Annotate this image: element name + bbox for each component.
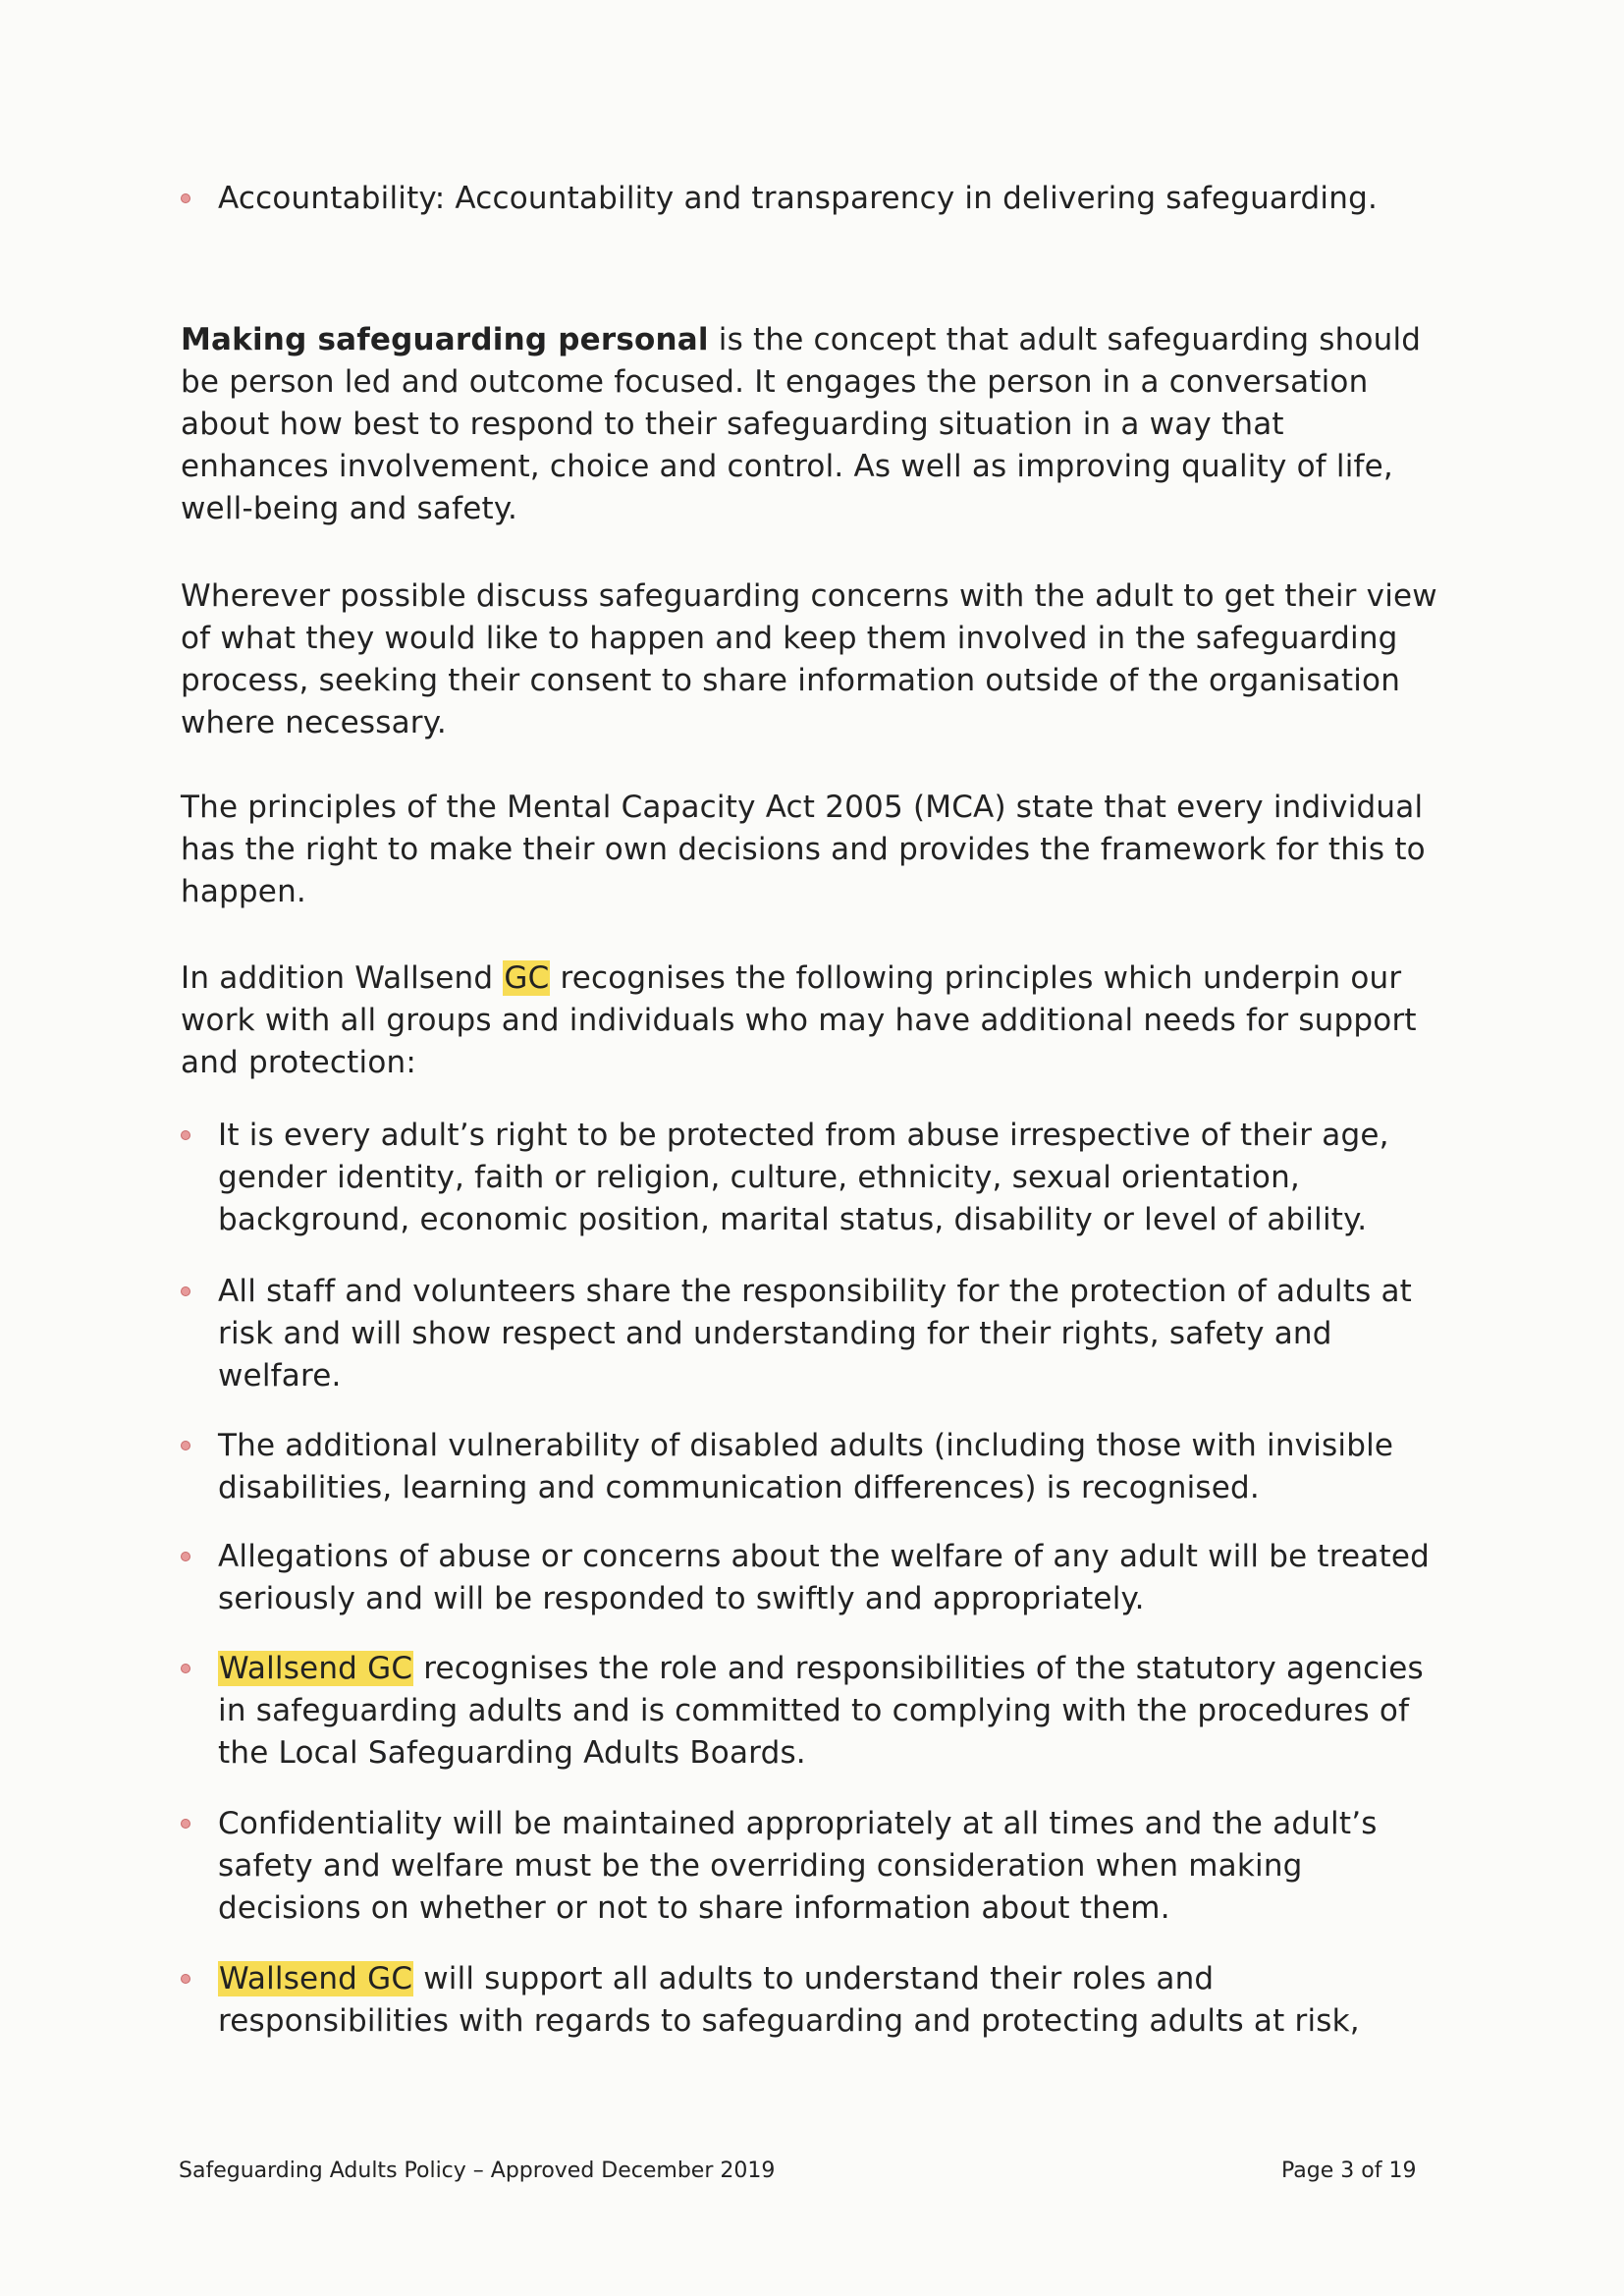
text-span: recognises the role and responsibilities of the statutory agencies — [413, 1651, 1424, 1686]
bullet-item — [181, 1648, 1437, 1775]
highlighted-text: Wallsend GC — [219, 1651, 413, 1686]
text-line: Allegations of abuse or concerns about the welfare of any adult will be treated — [218, 1539, 1431, 1574]
bullet-text — [218, 1271, 1437, 1397]
footer-page-number: Page 3 of 19 — [1281, 2159, 1417, 2183]
text-line: responsibilities with regards to safeguarding and protecting adults at risk, — [218, 2003, 1360, 2039]
bullet-item — [181, 1425, 1437, 1509]
text-line: background, economic position, marital status, disability or level of ability. — [218, 1202, 1368, 1237]
bullet-text — [218, 1536, 1437, 1620]
paragraph-in-addition — [181, 957, 1437, 1084]
highlighted-text: Wallsend GC — [219, 1961, 413, 1996]
bullet-dot-icon — [181, 1664, 190, 1673]
text-line: where necessary. — [181, 705, 447, 740]
bullet-text — [218, 1425, 1437, 1509]
bullet-text — [218, 1115, 1437, 1241]
bullet-dot-icon — [181, 1819, 190, 1829]
bullet-text — [218, 1648, 1437, 1775]
text-line: is the concept that adult safeguarding should — [708, 322, 1422, 357]
text-line: enhances involvement, choice and control. As well as improving quality of life, — [181, 449, 1393, 484]
bullet-item — [181, 1271, 1437, 1397]
text-line: It is every adult’s right to be protected from abuse irrespective of their age, — [218, 1118, 1389, 1153]
text-line: The additional vulnerability of disabled adults (including those with invisible — [218, 1428, 1394, 1463]
paragraph-wherever-possible — [181, 575, 1437, 744]
text-line: happen. — [181, 874, 306, 909]
bullet-dot-icon — [181, 1286, 190, 1296]
text-line: well-being and safety. — [181, 491, 518, 526]
bullet-item — [181, 1803, 1437, 1930]
text-line: decisions on whether or not to share information about them. — [218, 1890, 1170, 1926]
text-line: in safeguarding adults and is committed to complying with the procedures of — [218, 1693, 1410, 1728]
text-span: will support all adults to understand their roles and — [413, 1961, 1215, 1996]
highlighted-text: GC — [504, 960, 550, 996]
text-line: Wherever possible discuss safeguarding concerns with the adult to get their view — [181, 578, 1437, 614]
bullet-dot-icon — [181, 1552, 190, 1561]
text-line: and protection: — [181, 1045, 416, 1080]
bullet-item — [181, 1115, 1437, 1241]
bullet-item — [181, 1536, 1437, 1620]
text-line: risk and will show respect and understanding for their rights, safety and — [218, 1316, 1332, 1351]
text-line: Confidentiality will be maintained appropriately at all times and the adult’s — [218, 1806, 1378, 1841]
text-line: gender identity, faith or religion, culture, ethnicity, sexual orientation, — [218, 1160, 1300, 1195]
bullet-item — [181, 1958, 1437, 2043]
bullet-dot-icon — [181, 1441, 190, 1450]
text-line: of what they would like to happen and keep them involved in the safeguarding — [181, 621, 1398, 656]
text-span: recognises the following principles which underpin our — [550, 960, 1402, 996]
text-line: The principles of the Mental Capacity Act 2005 (MCA) state that every individual — [181, 790, 1424, 825]
text-line: about how best to respond to their safeguarding situation in a way that — [181, 407, 1284, 442]
footer-left: Safeguarding Adults Policy – Approved December 2019 — [179, 2159, 776, 2183]
bullet-dot-icon — [181, 1974, 190, 1984]
bullet-dot-icon — [181, 193, 190, 203]
bold-term: Making safeguarding personal — [181, 322, 709, 357]
text-line: welfare. — [218, 1358, 342, 1394]
bullet-text — [218, 1958, 1437, 2043]
text-line: safety and welfare must be the overriding consideration when making — [218, 1848, 1303, 1884]
text-line: be person led and outcome focused. It engages the person in a conversation — [181, 364, 1369, 400]
bullet-accountability — [181, 178, 1437, 220]
paragraph-mental-capacity-act — [181, 787, 1437, 913]
text-line: has the right to make their own decisions and provides the framework for this to — [181, 832, 1426, 867]
text-line: process, seeking their consent to share information outside of the organisation — [181, 663, 1401, 698]
text-line: the Local Safeguarding Adults Boards. — [218, 1735, 806, 1771]
text-span: In addition Wallsend — [181, 960, 504, 996]
text-line: All staff and volunteers share the responsibility for the protection of adults at — [218, 1274, 1413, 1309]
text-line: work with all groups and individuals who may have additional needs for support — [181, 1003, 1417, 1038]
paragraph-making-safeguarding-personal — [181, 319, 1437, 530]
text-line: seriously and will be responded to swiftly and appropriately. — [218, 1581, 1145, 1616]
bullet-text — [218, 1803, 1437, 1930]
text-line: disabilities, learning and communication differences) is recognised. — [218, 1470, 1260, 1505]
bullet-text: Accountability: Accountability and transparency in delivering safeguarding. — [218, 181, 1378, 216]
bullet-dot-icon — [181, 1130, 190, 1140]
